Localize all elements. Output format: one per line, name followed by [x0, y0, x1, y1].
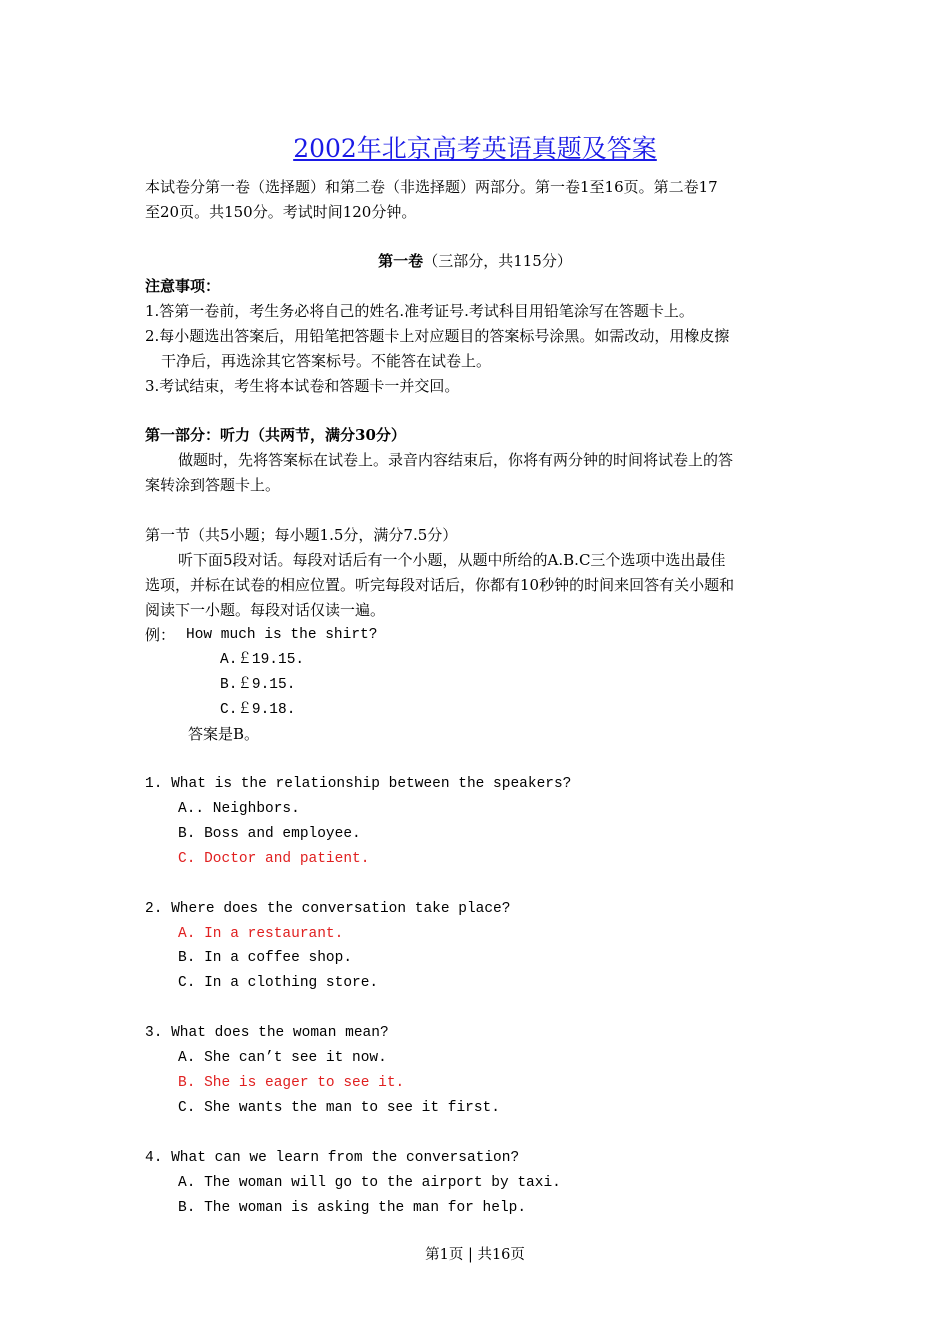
question-4: 4. What can we learn from the conversation?	[145, 1150, 520, 1166]
volume-heading-bold: 第一卷	[378, 252, 424, 270]
section1-desc-2: 选项，并标在试卷的相应位置。听完每段对话后，你都有10秒钟的时间来回答有关小题和	[145, 576, 735, 594]
part1-desc-1: 做题时，先将答案标在试卷上。录音内容结束后，你将有两分钟的时间将试卷上的答	[178, 451, 734, 469]
part1-desc-2: 案转涂到答题卡上。	[145, 476, 281, 494]
note-line-3: 干净后，再选涂其它答案标号。不能答在试卷上。	[161, 352, 492, 370]
q2-option-c: C. In a clothing store.	[178, 975, 379, 991]
example-question: How much is the shirt?	[186, 627, 378, 643]
note-line-2: 2.每小题选出答案后，用铅笔把答题卡上对应题目的答案标号涂黑。如需改动，用橡皮擦	[145, 327, 730, 345]
example-option-c: C.￡9.18.	[220, 702, 296, 718]
example-option-a: A.￡19.15.	[220, 652, 305, 668]
page-title[interactable]: 2002年北京高考英语真题及答案	[293, 134, 657, 163]
q3-option-c: C. She wants the man to see it first.	[178, 1100, 500, 1116]
section1-desc-3: 阅读下一小题。每段对话仅读一遍。	[145, 601, 386, 619]
example-answer: 答案是B。	[188, 725, 260, 743]
question-2: 2. Where does the conversation take place?	[145, 901, 511, 917]
q3-option-b-correct: B. She is eager to see it.	[178, 1075, 405, 1091]
question-3: 3. What does the woman mean?	[145, 1025, 389, 1041]
q1-option-c-correct: C. Doctor and patient.	[178, 851, 370, 867]
note-line-4: 3.考试结束，考生将本试卷和答题卡一并交回。	[145, 377, 460, 395]
note-line-1: 1.答第一卷前，考生务必将自己的姓名.准考证号.考试科目用铅笔涂写在答题卡上。	[145, 302, 694, 320]
section1-heading: 第一节（共5小题；每小题1.5分，满分7.5分）	[145, 526, 458, 544]
part1-heading: 第一部分：听力（共两节，满分30分）	[145, 426, 406, 444]
q4-option-a: A. The woman will go to the airport by taxi.	[178, 1175, 561, 1191]
q2-option-b: B. In a coffee shop.	[178, 950, 353, 966]
page-footer: 第1页 | 共16页	[425, 1247, 525, 1263]
q4-option-b: B. The woman is asking the man for help.	[178, 1200, 527, 1216]
q1-option-a: A.. Neighbors.	[178, 801, 300, 817]
volume-heading-rest: （三部分，共115分）	[423, 252, 572, 270]
q1-option-b: B. Boss and employee.	[178, 826, 361, 842]
notes-heading: 注意事项：	[145, 277, 221, 295]
section1-desc-1: 听下面5段对话。每段对话后有一个小题，从题中所给的A.B.C三个选项中选出最佳	[178, 551, 726, 569]
q3-option-a: A. She can’t see it now.	[178, 1050, 387, 1066]
intro-line-1: 本试卷分第一卷（选择题）和第二卷（非选择题）两部分。第一卷1至16页。第二卷17	[145, 178, 718, 196]
intro-line-2: 至20页。共150分。考试时间120分钟。	[145, 203, 417, 221]
example-label: 例：	[145, 626, 176, 644]
example-option-b: B.￡9.15.	[220, 677, 296, 693]
question-1: 1. What is the relationship between the speakers?	[145, 776, 572, 792]
q2-option-a-correct: A. In a restaurant.	[178, 926, 344, 942]
volume-heading	[0, 251, 950, 271]
